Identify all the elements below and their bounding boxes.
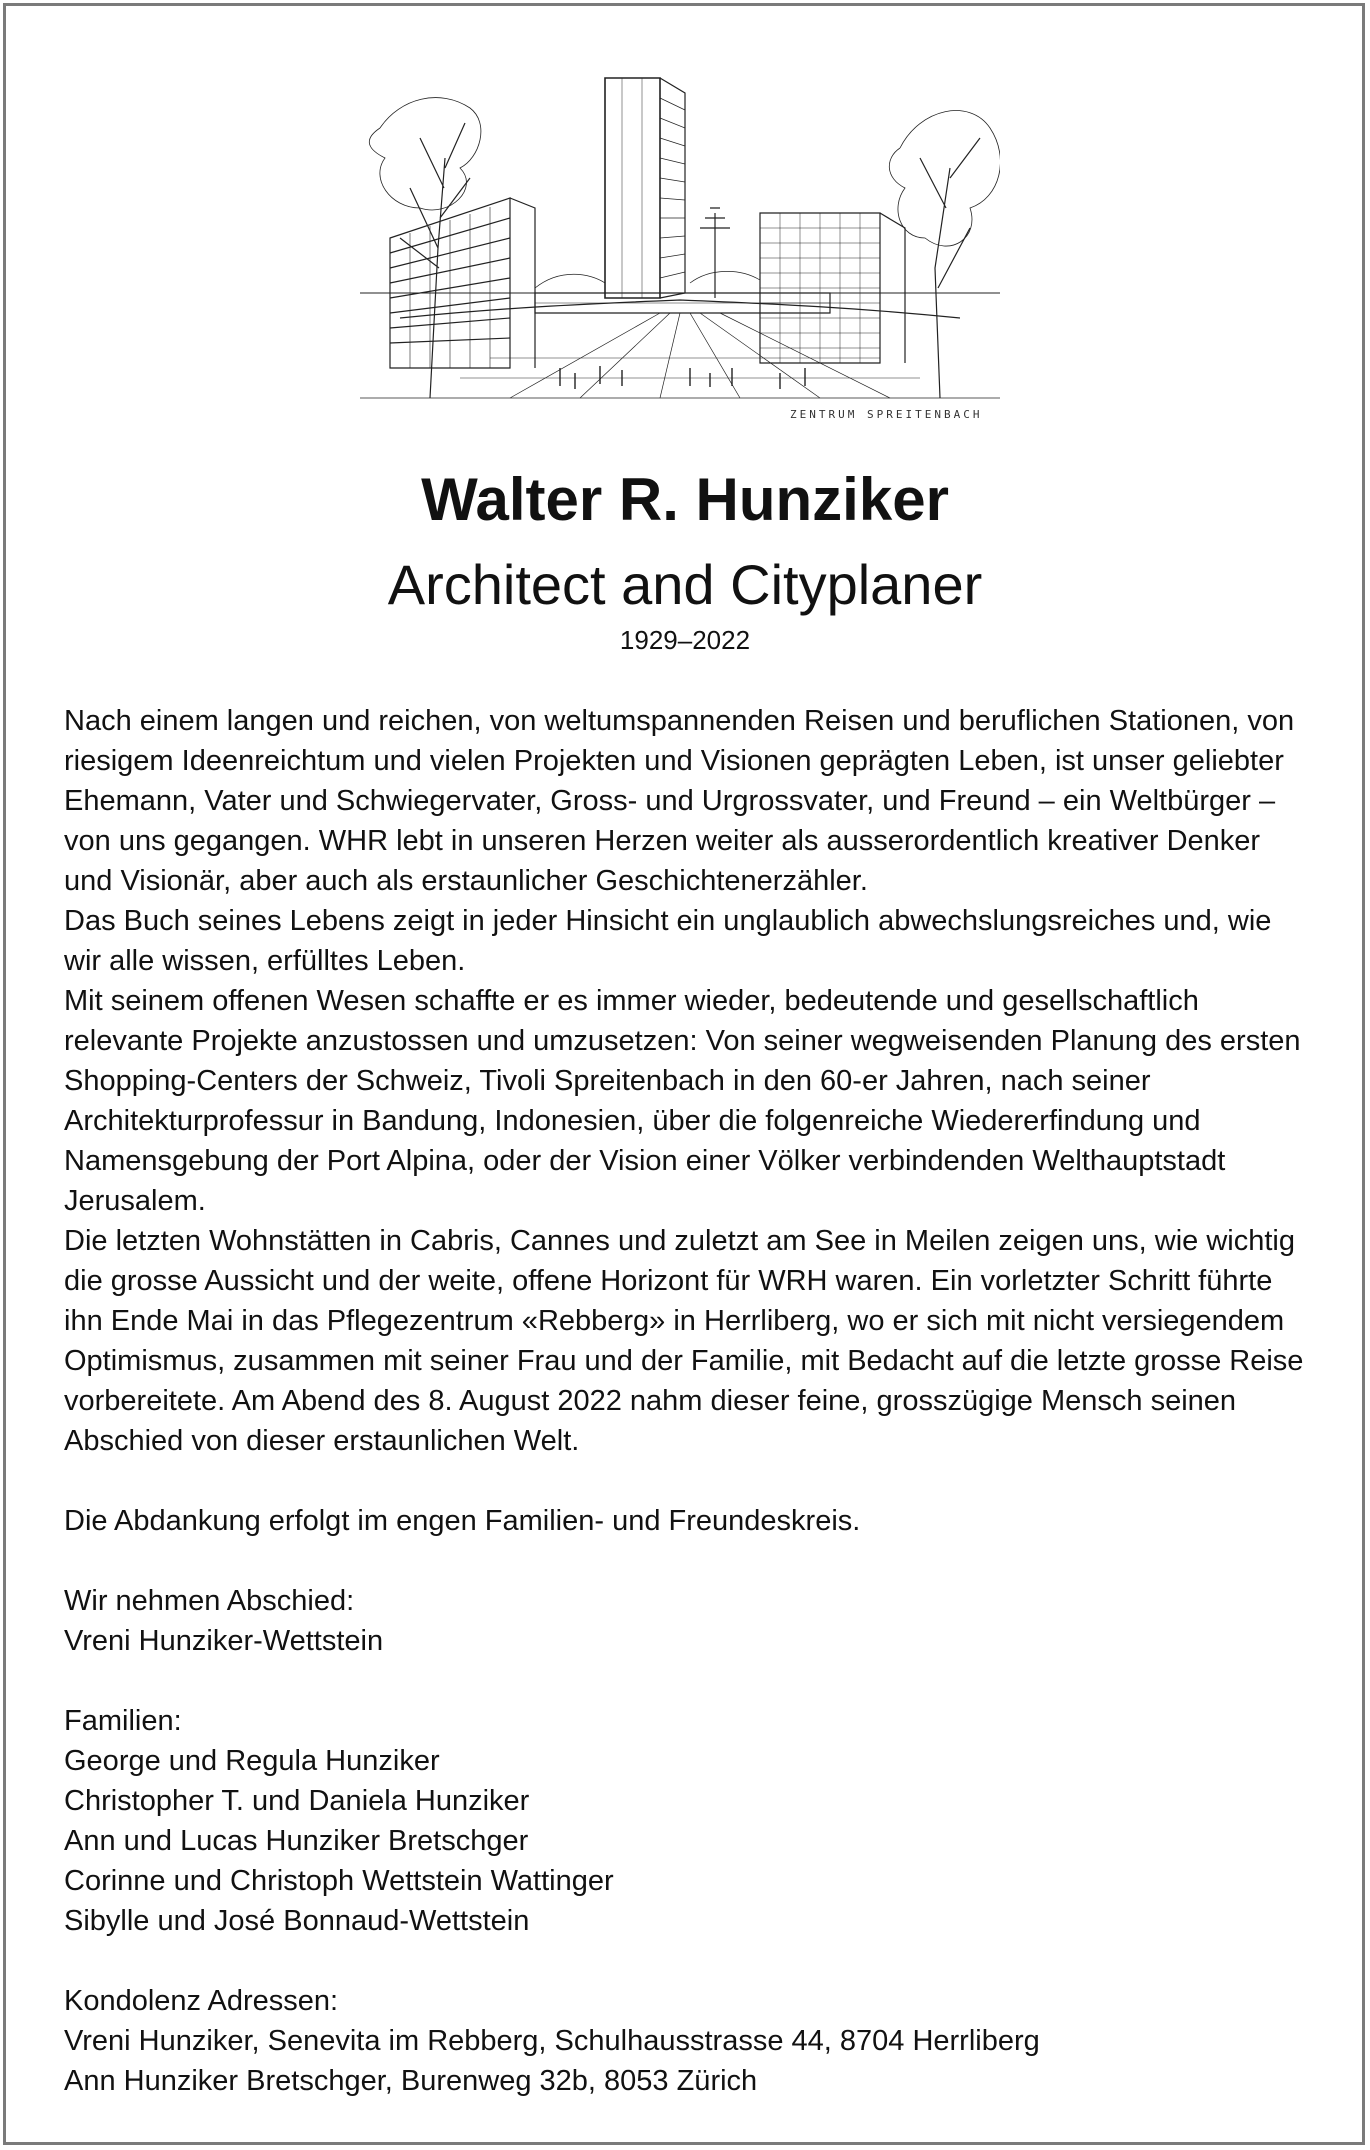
obituary-paragraph-1: Nach einem langen und reichen, von weltumspannenden Reisen und beruflichen Stationen, von riesigem Ideenreichtum und vielen Projekten und Visionen geprägten Leben, ist unser geliebter Ehemann, Vater und Schwiegervater, Gross- und Urgrossvater, und Freund – ein Weltbürger – von uns gegangen. WHR lebt in unseren Herzen weiter als ausserordentlich kreativer Denker und Visionär, aber auch als erstaunlicher Geschichtenerzähler. [64, 705, 1295, 897]
obituary-paragraph-3: Mit seinem offenen Wesen schaffte er es immer wieder, bedeutende und gesellschaftlich relevante Projekte anzustossen und umzusetzen: Von seiner wegweisenden Planung des ersten Shopping-Centers der Schweiz, Tivoli Spreitenbach in den 60-er Jahren, nach seiner Architekturprofessur in Bandung, Indonesien, über die folgenreiche Wiedererfindung und Namensgebung der Port Alpina, oder der Vision einer Völker verbindenden Welthauptstadt Jerusalem. [64, 985, 1301, 1217]
family-entry: Christopher T. und Daniela Hunziker [64, 1785, 530, 1817]
mourners-heading: Wir nehmen Abschied: [64, 1585, 355, 1617]
illustration-caption: ZENTRUM SPREITENBACH [790, 408, 983, 421]
family-entry: George und Regula Hunziker [64, 1745, 440, 1777]
obituary-body [64, 701, 1314, 2101]
architecture-sketch-illustration [360, 68, 1000, 428]
family-entry: Sibylle und José Bonnaud-Wettstein [64, 1905, 530, 1937]
deceased-name: Walter R. Hunziker [421, 466, 949, 533]
life-years: 1929–2022 [619, 625, 751, 655]
condolence-address: Ann Hunziker Bretschger, Burenweg 32b, 8053 Zürich [64, 2065, 758, 2097]
family-entry: Ann und Lucas Hunziker Bretschger [64, 1825, 529, 1857]
families-heading: Familien: [64, 1705, 182, 1737]
condolences-heading: Kondolenz Adressen: [64, 1985, 339, 2017]
funeral-note: Die Abdankung erfolgt im engen Familien- und Freundeskreis. [64, 1505, 861, 1537]
spouse-name: Vreni Hunziker-Wettstein [64, 1625, 384, 1657]
obituary-paragraph-2: Das Buch seines Lebens zeigt in jeder Hinsicht ein unglaublich abwechslungsreiches und, wie wir alle wissen, erfülltes Leben. [64, 905, 1272, 977]
condolence-address: Vreni Hunziker, Senevita im Rebberg, Schulhausstrasse 44, 8704 Herrliberg [64, 2025, 1040, 2057]
profession-subtitle: Architect and Cityplaner [387, 553, 983, 616]
family-entry: Corinne und Christoph Wettstein Wattinger [64, 1865, 614, 1897]
obituary-paragraph-4: Die letzten Wohnstätten in Cabris, Cannes und zuletzt am See in Meilen zeigen uns, wie wichtig die grosse Aussicht und der weite, offene Horizont für WRH waren. Ein vorletzter Schritt führte ihn Ende Mai in das Pflegezentrum «Rebberg» in Herrliberg, wo er sich mit nicht versiegendem Optimismus, zusammen mit seiner Frau und der Familie, mit Bedacht auf die letzte grosse Reise vorbereitete. Am Abend des 8. August 2022 nahm dieser feine, grosszügige Mensch seinen Abschied von dieser erstaunlichen Welt. [64, 1225, 1304, 1457]
